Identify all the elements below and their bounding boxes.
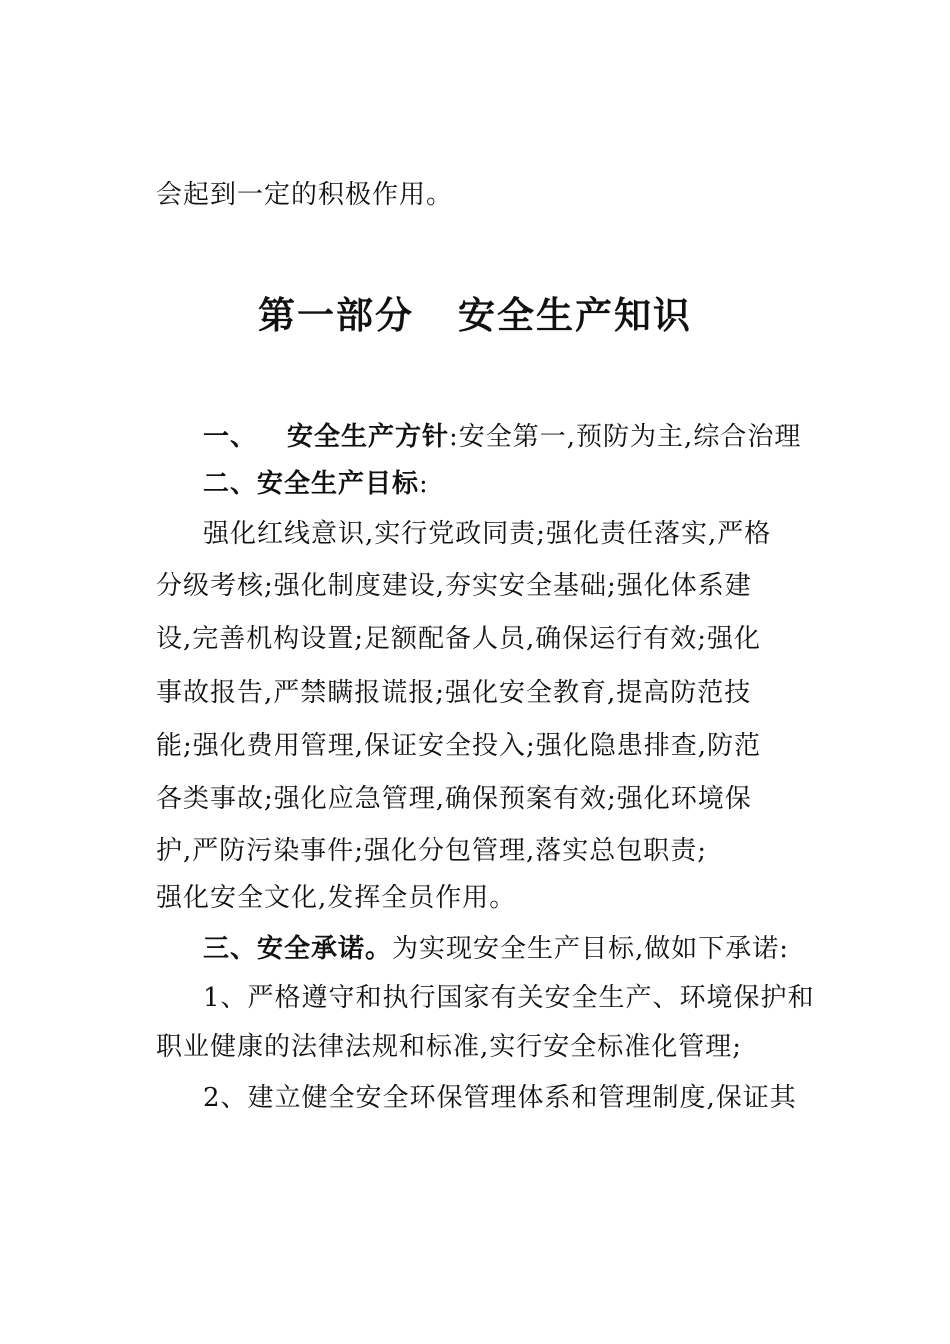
goals-paragraph-line: 能;强化费用管理,保证安全投入;强化隐患排查,防范 xyxy=(156,731,762,761)
section-title-name: 安全生产知识 xyxy=(458,293,692,337)
goals-paragraph-line: 设,完善机构设置;足额配备人员,确保运行有效;强化 xyxy=(156,624,762,654)
policy-number: 一、 xyxy=(203,422,258,452)
commitment-heading-line xyxy=(203,932,789,966)
goals-paragraph-line: 各类事故;强化应急管理,确保预案有效;强化环境保 xyxy=(156,784,752,814)
goals-heading-line xyxy=(203,467,429,501)
policy-line xyxy=(203,420,801,454)
commitment-item-line: 2、建立健全安全环保管理体系和管理制度,保证其 xyxy=(203,1083,797,1113)
goals-paragraph-line: 强化安全文化,发挥全员作用。 xyxy=(156,883,517,913)
section-title-part: 第一部分 xyxy=(258,293,414,337)
commitment-item-line: 1、严格遵守和执行国家有关安全生产、环境保护和 xyxy=(203,983,815,1013)
goals-heading-suffix: : xyxy=(419,469,429,499)
goals-heading: 二、安全生产目标 xyxy=(203,469,420,499)
commitment-item-line: 职业健康的法律法规和标准,实行安全标准化管理; xyxy=(156,1032,743,1062)
goals-paragraph-line: 事故报告,严禁瞒报谎报;强化安全教育,提高防范技 xyxy=(156,678,752,708)
goals-paragraph-line: 强化红线意识,实行党政同责;强化责任落实,严格 xyxy=(203,519,772,549)
policy-label: 安全生产方针 xyxy=(287,422,450,452)
intro-line: 会起到一定的积极作用。 xyxy=(156,180,454,210)
goals-paragraph-line: 护,严防污染事件;强化分包管理,落实总包职责; xyxy=(156,836,708,866)
section-title xyxy=(0,291,950,339)
policy-text: :安全第一,预防为主,综合治理 xyxy=(449,422,802,452)
commitment-heading: 三、安全承诺。 xyxy=(203,934,393,964)
commitment-text: 为实现安全生产目标,做如下承诺: xyxy=(392,934,790,964)
goals-paragraph-line: 分级考核;强化制度建设,夯实安全基础;强化体系建 xyxy=(156,571,752,601)
